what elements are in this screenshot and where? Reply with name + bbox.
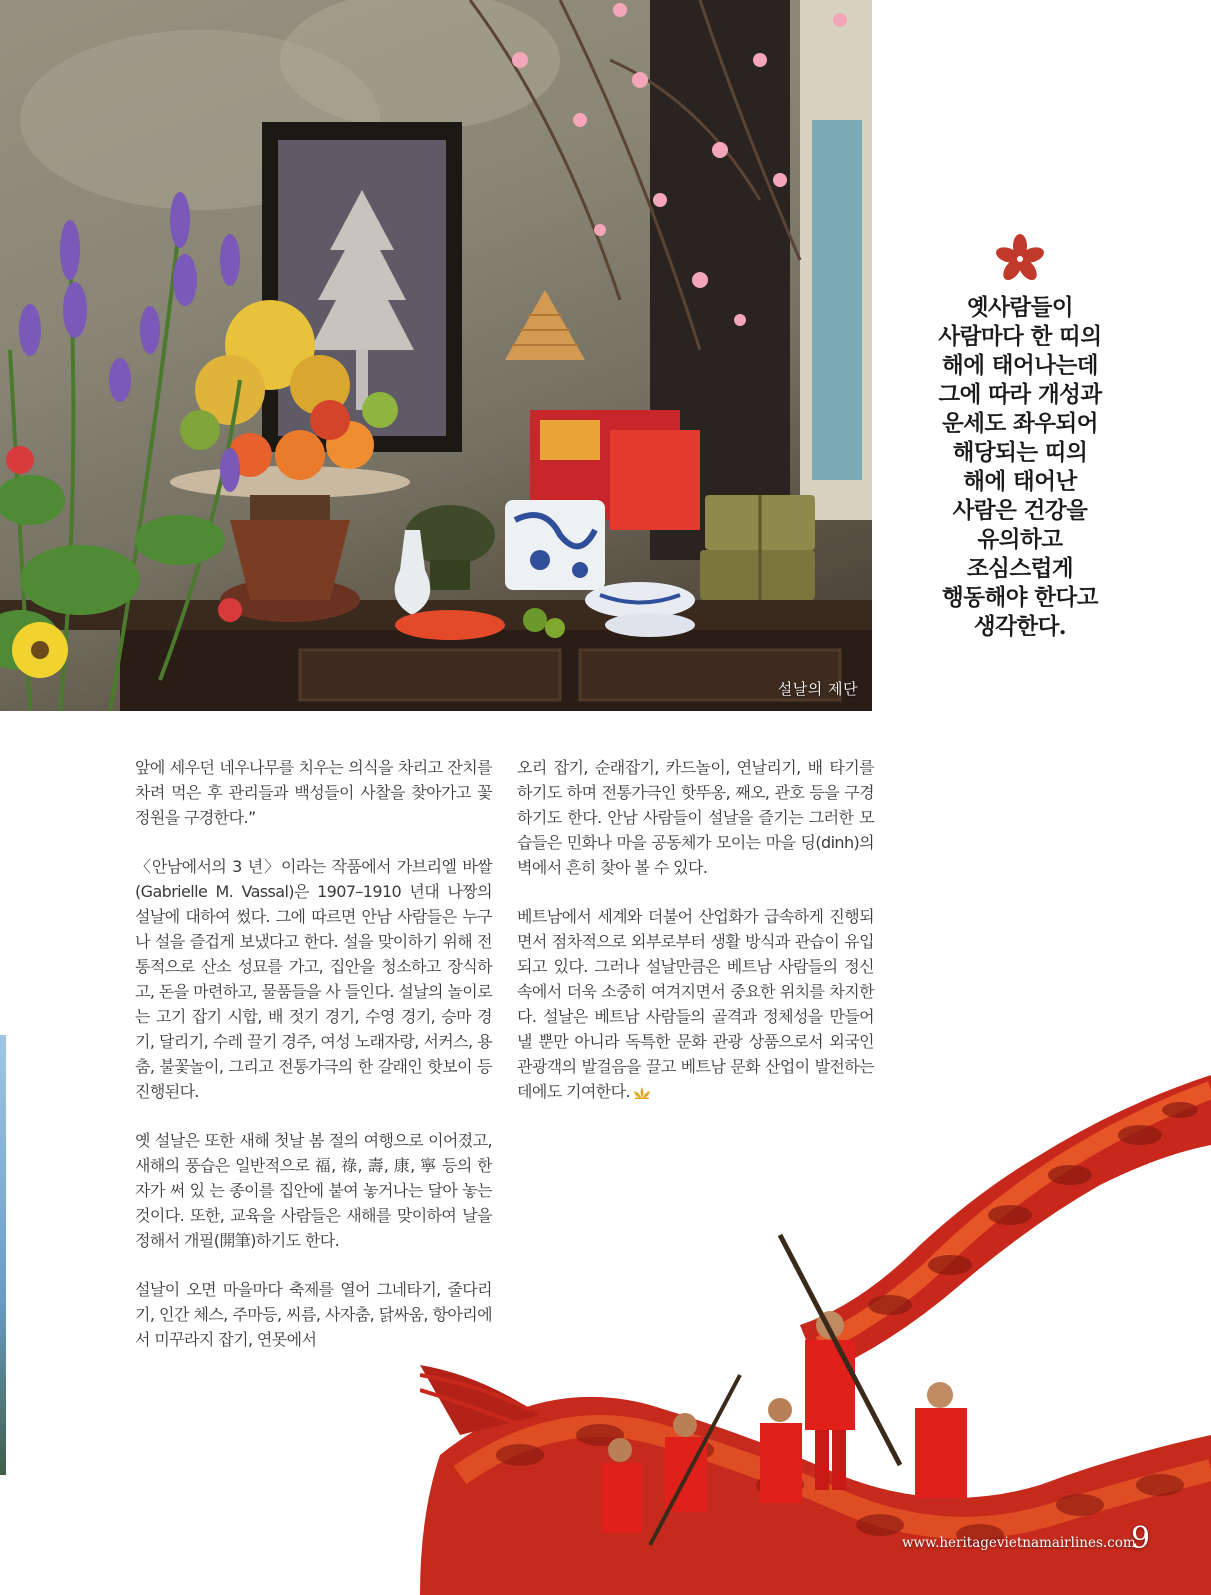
body-paragraph: 앞에 세우던 네우나무를 치우는 의식을 차리고 잔치를 차려 먹은 후 관리들과 백성들이 사찰을 찾아가고 꽃 정원을 구경한다.”	[135, 758, 492, 827]
quote-line: 해당되는 띠의	[952, 440, 1088, 466]
quote-line: 행동해야 한다고	[942, 585, 1098, 611]
adjacent-page-edge	[0, 1035, 6, 1475]
pull-quote-text	[905, 294, 1135, 642]
quote-line: 사람마다 한 띠의	[938, 324, 1102, 350]
quote-line: 운세도 좌우되어	[942, 411, 1098, 437]
body-paragraph: 옛 설날은 또한 새해 첫날 봄 절의 여행으로 이어졌고, 새해의 풍습은 일반적으로 福, 祿, 壽, 康, 寧 등의 한자가 써 있 는 종이를 집안에 붙여 놓거나는 달아 놓는 것이다. 또한, 교육을 사람들은 새해를 맞이하여 날을 정해서 개필(開筆)하기도 한다.	[135, 1131, 492, 1250]
body-paragraph: 〈안남에서의 3 년〉이라는 작품에서 가브리엘 바쌀(Gabrielle M. Vassal)은 1907–1910 년대 나짱의 설날에 대하여 썼다. 그에 따르면 안남 사람들은 누구나 설을 즐겁게 보냈다고 한다. 설을 맞이하기 위해 전통적으로 산소 성묘를 가고, 집안을 청소하고 장식하고, 돈을 마련하고, 물품들을 사 들인다. 설날의 놀이로는 고기 잡기 시합, 배 젓기 경기, 수영 경기, 승마 경기, 달리기, 수레 끌기 경주, 여성 노래자랑, 서커스, 용춤, 불꽃놀이, 그리고 전통가극의 한 갈래인 핫보이 등 진행된다.	[135, 857, 492, 1101]
quote-line: 그에 따라 개성과	[938, 382, 1102, 408]
dragon-dance-photo	[420, 1075, 1211, 1595]
body-paragraph: 설날이 오면 마을마다 축제를 열어 그네타기, 줄다리기, 인간 체스, 주마등, 씨름, 사자춤, 닭싸움, 항아리에서 미꾸라지 잡기, 연못에서	[135, 1280, 492, 1349]
quote-line: 유의하고	[977, 527, 1063, 553]
quote-line: 생각한다.	[973, 614, 1067, 640]
quote-line: 사람은 건강을	[952, 498, 1088, 524]
footer-url: www.heritagevietnamairlines.com	[902, 1535, 1136, 1551]
body-column-right	[517, 755, 874, 1128]
quote-line: 옛사람들이	[966, 295, 1074, 321]
altar-photo	[0, 0, 872, 711]
body-paragraph: 오리 잡기, 순래잡기, 카드놀이, 연날리기, 배 타기를 하기도 하며 전통가극인 핫뚜옹, 째오, 관호 등을 구경하기도 한다. 안남 사람들이 설날을 즐기는 그러한 모습들은 민화나 마을 공동체가 모이는 마을 딩(dinh)의 벽에서 흔히 찾아 볼 수 있다.	[517, 758, 874, 877]
flower-icon	[993, 232, 1047, 284]
page-number: 9	[1131, 1521, 1151, 1556]
pull-quote	[905, 232, 1135, 642]
body-paragraph-last	[517, 904, 874, 1104]
altar-illustration	[0, 0, 872, 711]
quote-line: 조심스럽게	[966, 556, 1074, 582]
dragon-illustration	[420, 1075, 1211, 1595]
quote-line: 해에 태어나는데	[942, 353, 1098, 379]
body-paragraph-text: 베트남에서 세계와 더불어 산업화가 급속하게 진행되면서 점차적으로 외부로부터 생활 방식과 관습이 유입되고 있다. 그러나 설날만큼은 베트남 사람들의 정신속에서 더욱 소중히 여겨지면서 중요한 위치를 차지한다. 설날은 베트남 사람들의 골격과 정체성을 만들어 낼 뿐만 아니라 독특한 문화 관광 상품으로서 외국인 관광객의 발걸음을 끌고 베트남 문화 산업이 발전하는 데에도 기여한다.	[517, 907, 874, 1101]
quote-line: 해에 태어난	[963, 469, 1077, 495]
photo-caption: 설날의 제단	[777, 680, 858, 698]
